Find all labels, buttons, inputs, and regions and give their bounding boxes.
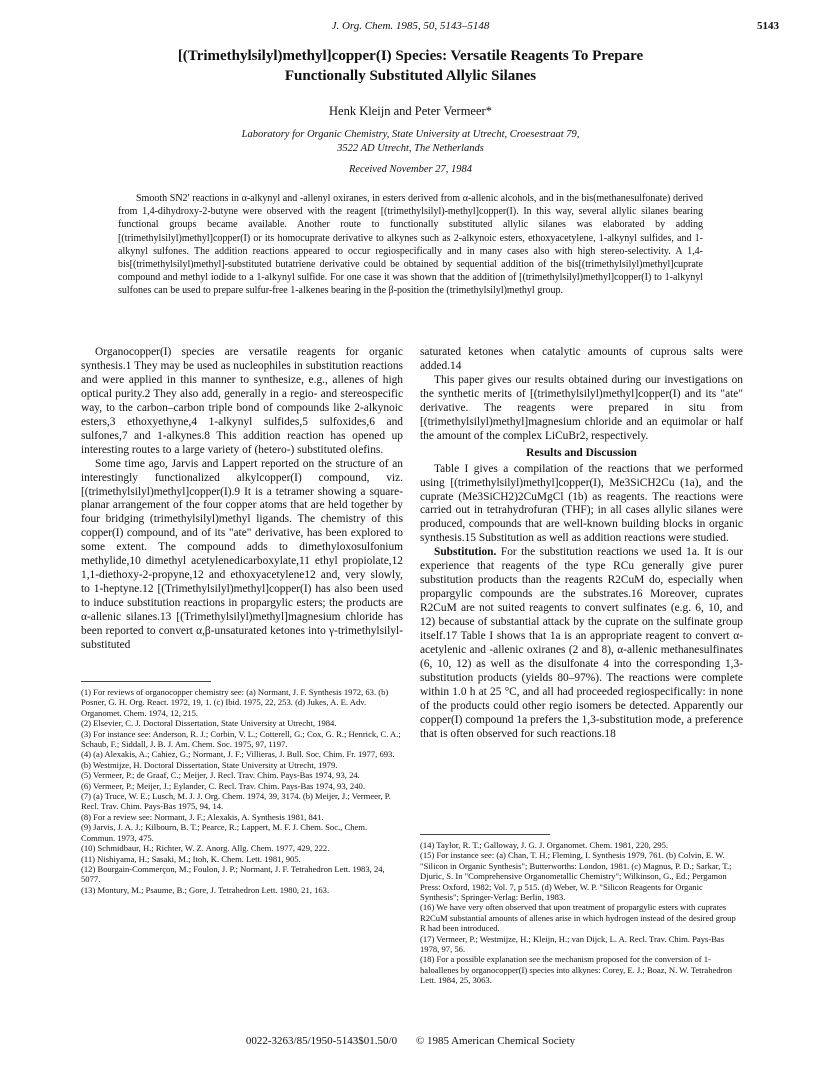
footnotes-left	[81, 687, 403, 1025]
left-column	[81, 346, 403, 676]
authors: Henk Kleijn and Peter Vermeer*	[329, 104, 492, 118]
footnote: (2) Elsevier, C. J. Doctoral Dissertation, State University at Utrecht, 1984.	[81, 718, 337, 729]
footnote: (9) Jarvis, J. A. J.; Kilbourn, B. T.; Pearce, R.; Lappert, M. F. J. Chem. Soc., Chem. Commun. 1973, 475.	[81, 822, 368, 843]
affiliation	[0, 128, 821, 156]
footnote: (8) For a review see: Normant, J. F.; Alexakis, A. Synthesis 1981, 841.	[81, 811, 324, 822]
footnote: (18) For a possible explanation see the mechanism proposed for the conversion of 1-haloallenes by organocopper(I) species into alkynes: Corey, E. J.; Boaz, N. W. Tetrahedron Lett. 1984, 25, 3063.	[420, 954, 733, 986]
footnote: (10) Schmidbaur, H.; Richter, W. Z. Anorg. Allg. Chem. 1977, 429, 222.	[81, 843, 330, 854]
affiliation-line-1: Laboratory for Organic Chemistry, State University at Utrecht, Croesestraat 79,	[241, 129, 580, 140]
footnote: (6) Vermeer, P.; Meijer, J.; Eylander, C. Recl. Trav. Chim. Pays-Bas 1974, 93, 240.	[81, 780, 365, 791]
title-line-1: [(Trimethylsilyl)methyl]copper(I) Species: Versatile Reagents To Prepare	[177, 48, 644, 64]
footnotes-right	[420, 840, 743, 1028]
footnote: (11) Nishiyama, H.; Sasaki, M.; Itoh, K. Chem. Lett. 1981, 905.	[81, 853, 301, 864]
page-footer	[0, 1035, 821, 1047]
footnote: (15) For instance see: (a) Chan, T. H.; Fleming, I. Synthesis 1979, 761. (b) Colvin, E. W. "Silicon in Organic Synthesis"; Butterworths: London, 1981. (c) Magnus, P. D.; Sarkar, T.; Djuric, S. In "Comprehensive Organometallic Chemistry"; Wilkinson, G., Ed.; Pergamon Press: Oxford, 1982; Vol. 7, p 515. (d) Weber, W. P. "Silicon Reagents for Organic Synthesis"; Springer-Verlag: Berlin, 1983.	[420, 850, 732, 903]
journal-citation: J. Org. Chem. 1985, 50, 5143–5148	[331, 20, 490, 32]
substitution-text: For the substitution reactions we used 1a. It is our experience that reagents of the type RCu generally give purer substitution products than the reagents R2CuM do, especially when propargylic compounds are the substrates.16 Moreover, cuprates R2CuM are not suited reagents to convert sulfinates (e.g. 6, 10, and 12) because of substantial attack by the cuprate on the sulfinate group itself.17 Table I shows that 1a is an appropriate reagent to convert α-acetylenic and -allenic oxiranes (2 and 8), α-allenic methanesulfinates (6, 10, 12) as well as the disulfonate 4 into the corresponding 1,3-substitution products (yields 80–97%). The reactions were complete within 1.0 h at 25 °C, and all had proceeded regiospecifically: in none of the products could other regio isomers be detected. Apparently our copper(I) compound 1a prefers the 1,3-substitution mode, a preference that is often observed for such reactions.18	[420, 546, 743, 740]
footnote: (12) Bourgain-Commerçon, M.; Foulon, J. P.; Normant, J. F. Tetrahedron Lett. 1983, 24, 5077.	[81, 863, 385, 885]
intro-paragraph-1: Organocopper(I) species are versatile reagents for organic synthesis.1 They may be used as nucleophiles in substitution reactions and were applied in this manner to synthesize, e.g., allenes of high optical purity.2 They also add, generally in a regio- and stereospecific way, to the carbon–carbon triple bond of compounds like 2-alkynoic esters,3 ethoxyethyne,4 1-alkynyl sulfides,5 sulfoxides,6 and sulfones,7 and 1-alkynes.8 This addition reaction has opened up interesting routes to a large variety of (hetero-) substituted olefins.	[81, 346, 403, 456]
continued-paragraph: saturated ketones when catalytic amounts of cuprous salts were added.14	[420, 346, 743, 372]
footnote: (4) (a) Alexakis, A.; Cahiez, G.; Normant, J. F.; Villieras, J. Bull. Soc. Chim. Fr. 1977, 693. (b) Westmijze, H. Doctoral Dissertation, State University at Utrecht, 1979.	[81, 749, 395, 770]
footnote: (5) Vermeer, P.; de Graaf, C.; Meijer, J. Recl. Trav. Chim. Pays-Bas 1974, 93, 24.	[81, 770, 360, 781]
received-date: Received November 27, 1984	[348, 164, 473, 175]
substitution-paragraph	[420, 546, 743, 741]
footnote: (16) We have very often observed that upon treatment of propargylic esters with cuprates R2CuM substantial amounts of allenes arise in which hydrogen instead of the desired group R had been introduced.	[420, 902, 736, 934]
footnote: (3) For instance see: Anderson, R. J.; Corbin, V. L.; Cotterell, G.; Cox, G. R.; Henrick, C. A.; Schaub, F.; Siddall, J. B. J. Am. Chem. Soc. 1975, 97, 1197.	[81, 728, 401, 750]
footnote: (14) Taylor, R. T.; Galloway, J. G. J. Organomet. Chem. 1981, 220, 295.	[420, 840, 669, 850]
footnote-divider-right	[420, 834, 550, 835]
footnote: (1) For reviews of organocopper chemistry see: (a) Normant, J. F. Synthesis 1972, 63. (b) Posner, G. H. Org. React. 1972, 19, 1. (c) Ibid. 1975, 22, 253. (d) Jukes, A. E. Adv. Organomet. Chem. 1974, 12, 215.	[81, 687, 389, 718]
article-code: 0022-3263/85/1950-5143$01.50/0	[245, 1035, 398, 1047]
footnote: (7) (a) Truce, W. E.; Lusch, M. J. J. Org. Chem. 1974, 39, 3174. (b) Meijer, J.; Vermeer, P. Recl. Trav. Chim. Pays-Bas 1975, 94, 14.	[81, 791, 391, 812]
page-number: 5143	[757, 20, 779, 32]
intro-paragraph-2: Some time ago, Jarvis and Lappert reported on the structure of an interestingly functionalized alkylcopper(I) compound, viz. [(trimethylsilyl)methyl]copper(I).9 It is a tetramer showing a square-planar arrangement of the four copper atoms that are held together by four bridging (trimethylsilyl)methyl ligands. The chemistry of this copper(I) compound, and of its "ate" derivative, has been explored to some extent. The compound adds to dimethyloxosulfonium methylide,10 dimethyl acetylenedicarboxylate,11 ethyl propiolate,12 1,1-diethoxy-2-propyne,12 and ethoxyacetylene12 and, very slowly, to 1-heptyne.12 [(Trimethylsilyl)methyl]copper(I) has also been used to induce substitution reactions in propargylic esters; the products are α-allenic silanes.13 [(Trimethylsilyl)methyl]magnesium chloride has been reported to convert α,β-unsaturated ketones into γ-trimethylsilyl-substituted	[81, 457, 403, 652]
abstract: Smooth SN2′ reactions in α-alkynyl and -allenyl oxiranes, in esters derived from α-allenic alcohols, and in the bis(methanesulfonate) derived from 1,4-dihydroxy-2-butyne were observed with the reagent [(trimethylsilyl)-methyl]copper(I). In this way, several allylic silanes bearing functional groups became available. Another route to functionally substituted allylic silanes was elaborated by adding [(trimethylsilyl)methyl]copper(I) or its homocuprate derivative to alkynes such as 2-alkynoic esters, ethoxyacetylene, 1-alkynyl sulfides, and 1-alkynyl sulfones. The addition reactions appeared to occur regiospecifically and in many cases also with high stereo-selectivity. A 1,4-bis[(trimethylsilyl)methyl]-substituted butatriene derivative could be obtained by sequential addition of the bis[(trimethylsilyl)methyl]cuprate compound and methyl iodide to a 1-alkynyl sulfide. For one case it was shown that the addition of [(trimethylsilyl)methyl]copper(I) to 1-alkynyl sulfones can be used to prepare sulfur-free 1-alkenes bearing in the β-position the (trimethylsilyl)methyl group.	[118, 193, 703, 297]
footnote-divider-left	[81, 681, 211, 682]
running-header	[0, 20, 821, 38]
subsection-heading: Substitution.	[434, 546, 497, 559]
paper-aim-paragraph: This paper gives our results obtained during our investigations on the synthetic merits of [(trimethylsilyl)methyl]copper(I) and its "ate" derivative. The reagents were prepared in situ from [(trimethylsilyl)methyl]magnesium chloride and an equimolar or half the amount of the complex LiCuBr2, respectively.	[420, 373, 743, 442]
section-heading: Results and Discussion	[526, 446, 637, 459]
affiliation-line-2: 3522 AD Utrecht, The Netherlands	[337, 143, 484, 154]
copyright-notice: © 1985 American Chemical Society	[415, 1035, 576, 1047]
results-paragraph: Table I gives a compilation of the reactions that we performed using [(trimethylsilyl)methyl]copper(I), Me3SiCH2Cu (1a), and the cuprate (Me3SiCH2)2CuMgCl (1b) as reagents. The reactions were carried out in tetrahydrofuran (THF); in all cases allylic silanes were produced, compounds that are well-known building blocks in organic synthesis.15 Substitution as well as addition reactions were studied.	[420, 462, 743, 545]
title-line-2: Functionally Substituted Allylic Silanes	[284, 68, 537, 84]
right-column	[420, 346, 743, 824]
footnote: (17) Vermeer, P.; Westmijze, H.; Kleijn, H.; van Dijck, L. A. Recl. Trav. Chim. Pays-Bas 1978, 97, 56.	[420, 933, 725, 955]
article-title	[80, 46, 741, 86]
footnote: (13) Montury, M.; Psaume, B.; Gore, J. Tetrahedron Lett. 1980, 21, 163.	[81, 884, 330, 895]
